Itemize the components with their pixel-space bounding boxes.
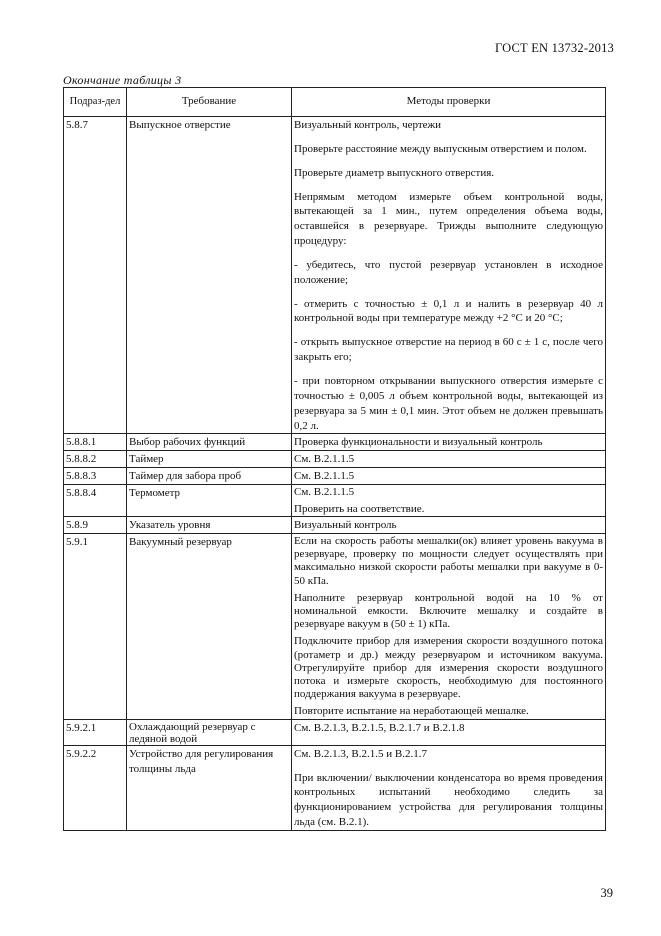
method-text: При включении/ выключении конденсатора во время проведения контрольных испытаний необходимо следить за функционированием устройства для регулирования толщины льда (см. В.2.1). (294, 771, 603, 829)
method-text: - открыть выпускное отверстие на период в 60 с ± 1 с, после чего закрыть его; (294, 336, 603, 364)
table-row (64, 517, 606, 534)
requirement-cell: Выбор рабочих функций (127, 434, 292, 451)
page-number: 39 (600, 886, 613, 900)
method-text: См. В.2.1.3, В.2.1.5, В.2.1.7 и В.2.1.8 (294, 721, 465, 734)
method-text: Проверьте диаметр выпускного отверстия. (294, 166, 495, 179)
section-cell: 5.8.8.1 (64, 434, 127, 451)
table-row (64, 484, 606, 516)
table-row (64, 451, 606, 468)
table-row (64, 534, 606, 719)
header-section: Подраз-дел (64, 88, 127, 117)
header-methods: Методы проверки (292, 88, 606, 117)
section-cell: 5.8.8.2 (64, 451, 127, 468)
requirement-cell: Термометр (127, 484, 292, 516)
method-text: Если на скорость работы мешалки(ок) влияет уровень вакуума в резервуаре, проверку по мощности следует осуществлять при максимально низкой скорости работы мешалки при вакууме в 0-50 кПа. (294, 535, 603, 587)
requirement-cell: Вакуумный резервуар (127, 534, 292, 719)
table-header-row (64, 88, 606, 117)
method-text: Подключите прибор для измерения скорости воздушного потока (ротаметр и др.) между резервуаром и источником вакуума. Отрегулируйте прибор для измерения скорости воздушного потока и измерьте скорость, необходимую для постоянного поддержания вакуума в резервуаре. (294, 635, 603, 701)
methods-cell (292, 517, 606, 534)
section-cell: 5.8.9 (64, 517, 127, 534)
requirements-table (63, 87, 606, 831)
table-row (64, 117, 606, 434)
section-cell: 5.8.8.3 (64, 468, 127, 485)
standard-code: ГОСТ EN 13732-2013 (495, 41, 614, 55)
method-text: Проверьте расстояние между выпускным отверстием и полом. (294, 142, 587, 155)
section-cell: 5.9.1 (64, 534, 127, 719)
methods-cell (292, 434, 606, 451)
methods-cell (292, 745, 606, 830)
methods-cell (292, 534, 606, 719)
section-cell: 5.9.2.2 (64, 745, 127, 830)
method-text: Визуальный контроль, чертежи (294, 119, 442, 131)
method-text: См. В.2.1.3, В.2.1.5 и В.2.1.7 (294, 747, 427, 760)
header-requirement: Требование (127, 88, 292, 117)
methods-cell (292, 484, 606, 516)
table-row (64, 434, 606, 451)
requirement-cell: Устройство для регулирования толщины льда (127, 745, 292, 830)
method-text: Проверить на соответствие. (294, 503, 425, 516)
method-text: См. В.2.1.1.5 (294, 470, 355, 483)
method-text: - убедитесь, что пустой резервуар установлен в исходное положение; (294, 258, 603, 286)
methods-cell (292, 719, 606, 745)
section-cell: 5.8.7 (64, 117, 127, 434)
table-row (64, 719, 606, 745)
requirement-cell: Указатель уровня (127, 517, 292, 534)
requirement-cell: Охлаждающий резервуар с ледяной водой (127, 719, 292, 745)
table-row (64, 745, 606, 830)
section-cell: 5.9.2.1 (64, 719, 127, 745)
table-row (64, 468, 606, 485)
requirement-cell: Таймер (127, 451, 292, 468)
method-text: Повторите испытание на неработающей мешалке. (294, 705, 529, 718)
method-text: См. В.2.1.1.5 (294, 485, 355, 498)
methods-cell (292, 468, 606, 485)
method-text: Наполните резервуар контрольной водой на 10 % от номинальной емкости. Включите мешалку и создайте в резервуаре вакуум в (50 ± 1) кПа. (294, 591, 603, 631)
method-text: Проверка функциональности и визуальный контроль (294, 436, 543, 449)
requirement-cell: Таймер для забора проб (127, 468, 292, 485)
method-text: См. В.2.1.1.5 (294, 453, 355, 466)
requirement-cell: Выпускное отверстие (127, 117, 292, 434)
method-text: Непрямым методом измерьте объем контрольной воды, вытекающей за 1 мин., путем определения объема воды, оставшейся в резервуаре. Трижды выполните следующую процедуру: (294, 190, 603, 248)
method-text: Визуальный контроль (294, 519, 397, 532)
methods-cell (292, 451, 606, 468)
table-caption: Окончание таблицы 3 (63, 73, 182, 87)
method-text: - отмерить с точностью ± 0,1 л и налить в резервуар 40 л контрольной воды при температуре между +2 °С и 20 °С; (294, 297, 603, 325)
section-cell: 5.8.8.4 (64, 484, 127, 516)
methods-cell (292, 117, 606, 434)
method-text: - при повторном открывании выпускного отверстия измерьте с точностью ± 0,005 л объем контрольной воды, вытекающей из резервуара за 5 мин ± 0,1 мин. Этот объем не должен превышать 0,2 л. (294, 374, 603, 432)
